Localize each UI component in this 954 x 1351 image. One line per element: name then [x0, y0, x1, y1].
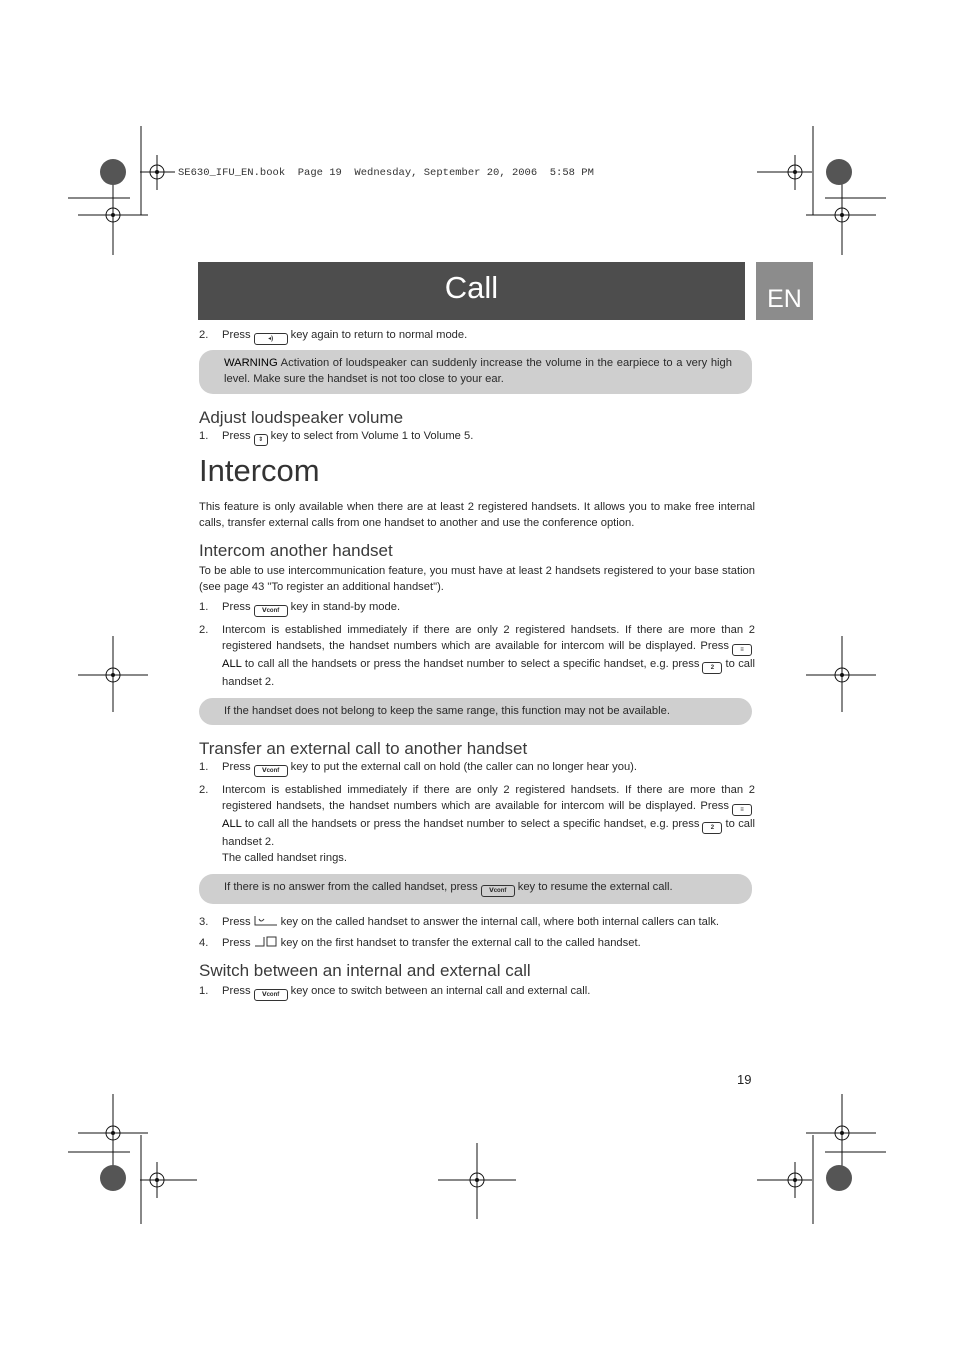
section-title-intercom: Intercom: [199, 453, 320, 488]
hangup-key-icon: [254, 936, 278, 948]
transfer-step-1: 1. Press ᐯconf key to put the external call on hold (the caller can no longer hear you).: [199, 759, 755, 777]
intercom-intro: This feature is only available when there are at least 2 registered handsets. It allows you to make free internal calls, transfer external calls from one handset to another and use the conference option.: [199, 501, 755, 529]
intercom-another-step-1: 1. Press ᐯconf key in stand-by mode.: [199, 599, 755, 617]
section-title-intercom-another: Intercom another handset: [199, 541, 393, 560]
file-header: SE630_IFU_EN.book Page 19 Wednesday, September 20, 2006 5:58 PM: [178, 167, 594, 179]
menu-key-icon: ≡: [732, 644, 752, 656]
section-title-transfer: Transfer an external call to another handset: [199, 739, 528, 758]
talk-key-icon: [254, 915, 278, 927]
switch-step-1: 1. Press ᐯconf key once to switch between an internal call and external call.: [199, 983, 755, 1001]
chapter-title: Call: [198, 262, 745, 320]
menu-key-icon: ≡: [732, 804, 752, 816]
language-tab: EN: [756, 262, 813, 320]
speaker-key-icon: ◂): [254, 333, 288, 345]
conf-key-icon: ᐯconf: [254, 765, 288, 777]
number-2-key-icon: 2: [702, 662, 722, 674]
section-title-adjust-volume: Adjust loudspeaker volume: [199, 408, 404, 427]
conf-key-icon: ᐯconf: [481, 885, 515, 897]
transfer-step-3: 3. Press key on the called handset to answer the internal call, where both internal callers can talk.: [199, 916, 720, 928]
loudspeaker-step-2: 2. Press ◂) key again to return to normal mode.: [199, 327, 755, 345]
warning-box: [199, 350, 752, 394]
number-2-key-icon: 2: [702, 822, 722, 834]
nav-updown-key-icon: ⇕: [254, 434, 268, 446]
section-title-switch: Switch between an internal and external call: [199, 961, 531, 980]
intercom-another-step-2: 2. Intercom is established immediately if there are only 2 registered handsets. If there are more than 2 registered handsets, the handset numbers which are available for intercom will be displayed. Press ≡ALL to call all the handsets or press the handset number to select a specific handset, e.g. press 2 to call handset 2.: [199, 624, 756, 688]
range-note-box: If the handset does not belong to keep the same range, this function may not be available.: [199, 698, 752, 725]
warning-text: Activation of loudspeaker can suddenly increase the volume in the earpiece to a very high level. Make sure the handset is not too close to your ear.: [224, 357, 732, 385]
no-answer-note-box: If there is no answer from the called handset, press ᐯconf key to resume the external call.: [199, 874, 752, 904]
intercom-another-intro: To be able to use intercommunication feature, you must have at least 2 handsets registered to your base station (see page 43 "To register an additional handset").: [199, 565, 755, 593]
transfer-step-2: 2. Intercom is established immediately if there are only 2 registered handsets. If there are more than 2 registered handsets, the handset numbers which are available for intercom will be displayed. Press ≡ALL to call all the handsets or press the handset number to select a specific handset, e.g. press 2 to call handset 2. The called handset rings.: [199, 784, 756, 864]
warning-label: WARNING: [224, 357, 278, 369]
transfer-step-4: 4. Press key on the first handset to transfer the external call to the called handset.: [199, 937, 641, 949]
page-number: 19: [737, 1072, 752, 1087]
adjust-volume-step-1: 1. Press ⇕ key to select from Volume 1 to Volume 5.: [199, 428, 755, 446]
conf-key-icon: ᐯconf: [254, 605, 288, 617]
conf-key-icon: ᐯconf: [254, 989, 288, 1001]
page-content: [199, 327, 755, 1001]
